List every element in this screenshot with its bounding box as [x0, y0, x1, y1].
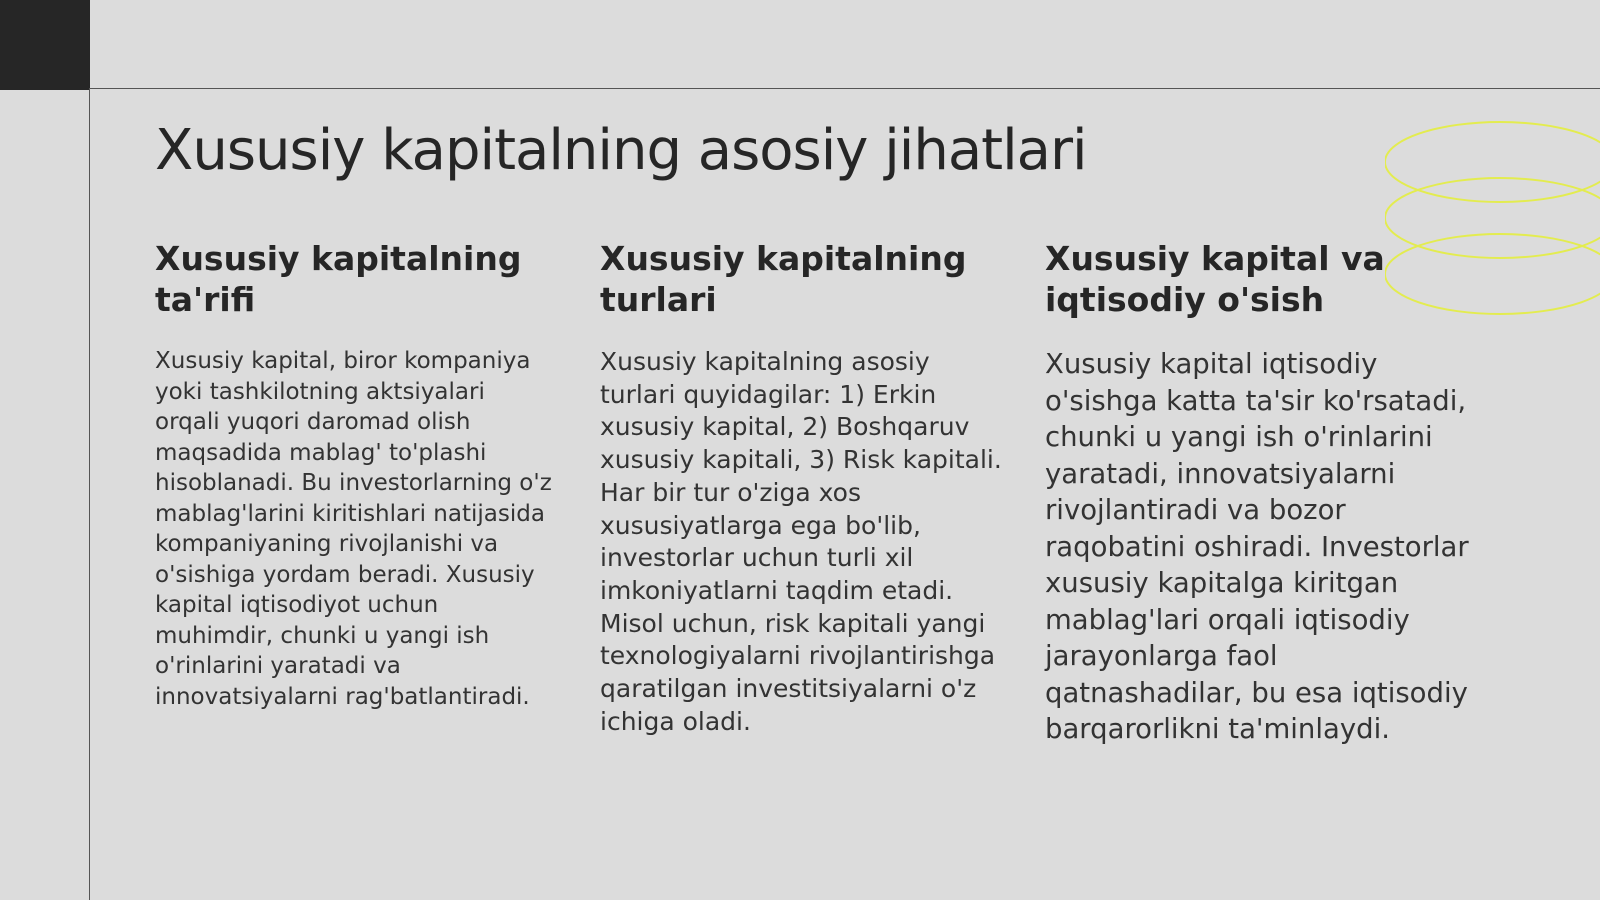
- column-body: Xususiy kapitalning asosiy turlari quyidagilar: 1) Erkin xususiy kapital, 2) Boshqaruv xususiy kapitali, 3) Risk kapitali. Har bir tur o'ziga xos xususiyatlarga ega bo'lib, investorlar uchun turli xil imkoniyatlarni taqdim etadi. Misol uchun, risk kapitali yangi texnologiyalarni rivojlantirishga qaratilgan investitsiyalarni o'z ichiga oladi.: [600, 347, 1002, 736]
- column-body: Xususiy kapital iqtisodiy o'sishga katta ta'sir ko'rsatadi, chunki u yangi ish o'rinlarini yaratadi, innovatsiyalarni rivojlantiradi va bozor raqobatini oshiradi. Investorlar xususiy kapitalga kiritgan mablag'lari orqali iqtisodiy jarayonlarga faol qatnashadilar, bu esa iqtisodiy barqarorlikni ta'minlaydi.: [1045, 348, 1469, 745]
- corner-block: [0, 0, 90, 90]
- column-heading: Xususiy kapitalning turlari: [600, 239, 967, 319]
- column-definition: [155, 238, 555, 712]
- left-divider-line: [89, 88, 90, 900]
- column-economic-growth: [1045, 238, 1475, 748]
- column-types: [600, 238, 1010, 738]
- slide-title: Xususiy kapitalning asosiy jihatlari: [155, 118, 1087, 183]
- column-body: Xususiy kapital, biror kompaniya yoki tashkilotning aktsiyalari orqali yuqori daromad olish maqsadida mablag' to'plashi hisoblanadi. Bu investorlarning o'z mablag'larini kiritishlari natijasida kompaniyaning rivojlanishi va o'sishiga yordam beradi. Xususiy kapital iqtisodiyot uchun muhimdir, chunki u yangi ish o'rinlarini yaratadi va innovatsiyalarni rag'batlantiradi.: [155, 348, 552, 710]
- column-heading: Xususiy kapital va iqtisodiy o'sish: [1045, 239, 1385, 319]
- column-heading: Xususiy kapitalning ta'rifi: [155, 239, 522, 319]
- top-divider-line: [90, 88, 1600, 89]
